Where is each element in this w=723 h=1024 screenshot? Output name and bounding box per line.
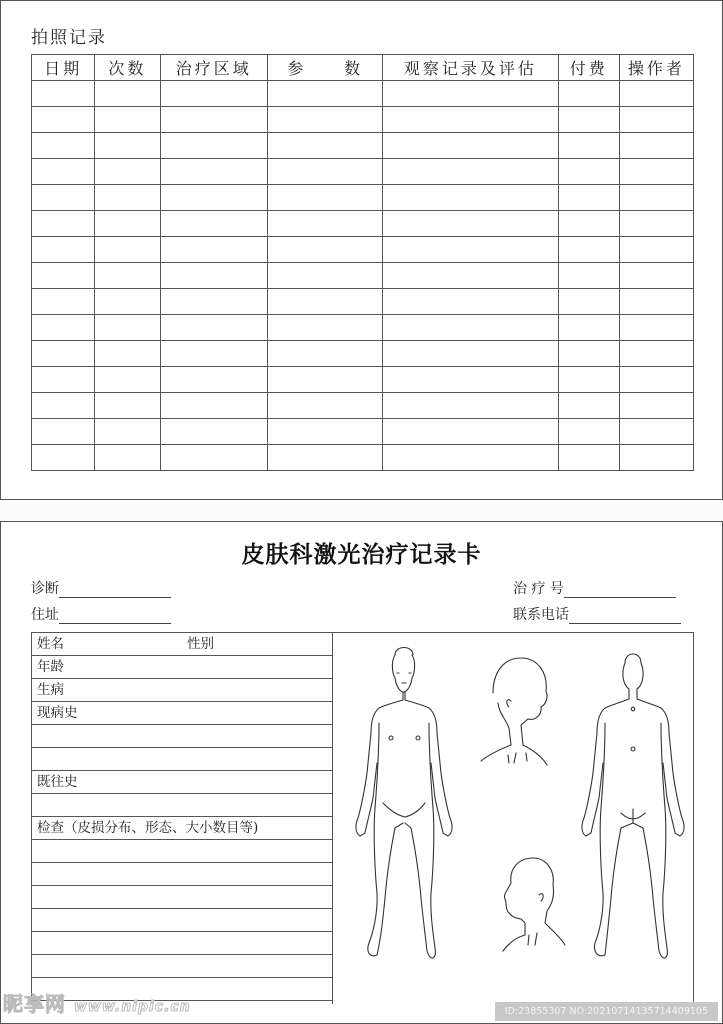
table-cell[interactable]: [95, 445, 160, 471]
table-cell[interactable]: [268, 237, 383, 263]
table-row: [32, 81, 694, 107]
table-row: [32, 133, 694, 159]
form-row[interactable]: [32, 886, 332, 909]
table-cell[interactable]: [558, 445, 619, 471]
table-row: [32, 237, 694, 263]
table-cell[interactable]: [160, 133, 268, 159]
diagnosis-label: 诊断: [31, 581, 59, 597]
table-cell[interactable]: [32, 211, 95, 237]
table-cell[interactable]: [619, 393, 693, 419]
table-cell[interactable]: [268, 81, 383, 107]
table-cell[interactable]: [95, 263, 160, 289]
table-cell[interactable]: [383, 211, 558, 237]
form-row[interactable]: [32, 725, 332, 748]
table-cell[interactable]: [558, 315, 619, 341]
phone-label: 联系电话: [513, 607, 569, 623]
table-row: [32, 445, 694, 471]
table-cell[interactable]: [268, 263, 383, 289]
table-cell[interactable]: [160, 341, 268, 367]
patient-info-column: [32, 633, 333, 1004]
table-cell[interactable]: [619, 445, 693, 471]
table-cell[interactable]: [383, 263, 558, 289]
table-cell[interactable]: [268, 211, 383, 237]
form-row-label: 现病史: [37, 705, 78, 721]
table-row: [32, 289, 694, 315]
table-row: [32, 159, 694, 185]
table-cell[interactable]: [32, 263, 95, 289]
site-watermark: 昵享网 www.nipic.cn: [3, 992, 191, 1016]
table-cell[interactable]: [383, 81, 558, 107]
table-cell[interactable]: [268, 367, 383, 393]
table-cell[interactable]: [558, 367, 619, 393]
column-header: 操作者: [619, 55, 693, 81]
table-cell[interactable]: [32, 419, 95, 445]
id-watermark: ID:23855307 NO:20210714135714409105: [495, 1002, 718, 1021]
table-cell[interactable]: [32, 107, 95, 133]
column-header: 次数: [95, 55, 160, 81]
table-cell[interactable]: [619, 315, 693, 341]
form-row[interactable]: [32, 679, 332, 702]
patient-form: [31, 632, 694, 1004]
head-right-profile: [481, 658, 547, 765]
table-cell[interactable]: [95, 393, 160, 419]
photo-record-card: [0, 0, 723, 500]
table-cell[interactable]: [558, 263, 619, 289]
table-cell[interactable]: [32, 367, 95, 393]
diagnosis-field[interactable]: [31, 578, 171, 598]
column-header: 观察记录及评估: [383, 55, 558, 81]
table-cell[interactable]: [95, 289, 160, 315]
table-cell[interactable]: [619, 341, 693, 367]
column-header: 付费: [558, 55, 619, 81]
treatment-no-field[interactable]: [513, 578, 676, 598]
table-cell[interactable]: [95, 159, 160, 185]
table-cell[interactable]: [558, 211, 619, 237]
table-cell[interactable]: [268, 315, 383, 341]
table-cell[interactable]: [268, 133, 383, 159]
table-cell[interactable]: [268, 185, 383, 211]
table-cell[interactable]: [558, 289, 619, 315]
table-cell[interactable]: [32, 289, 95, 315]
table-cell[interactable]: [95, 367, 160, 393]
photo-record-table: [31, 54, 694, 471]
table-cell[interactable]: [32, 341, 95, 367]
column-header: 参 数: [268, 55, 383, 81]
table-row: [32, 315, 694, 341]
table-cell[interactable]: [160, 289, 268, 315]
table-cell[interactable]: [383, 367, 558, 393]
table-cell[interactable]: [95, 419, 160, 445]
table-cell[interactable]: [558, 81, 619, 107]
table-cell[interactable]: [95, 81, 160, 107]
address-field[interactable]: [31, 604, 171, 624]
table-cell[interactable]: [383, 107, 558, 133]
form-row[interactable]: [32, 656, 332, 679]
table-row: [32, 367, 694, 393]
treatment-no-label: 治 疗 号: [513, 581, 564, 597]
table-cell[interactable]: [383, 445, 558, 471]
table-cell[interactable]: [619, 289, 693, 315]
table-cell[interactable]: [160, 263, 268, 289]
table-cell[interactable]: [268, 289, 383, 315]
table-cell[interactable]: [268, 445, 383, 471]
table-cell[interactable]: [32, 81, 95, 107]
table-cell[interactable]: [268, 159, 383, 185]
address-input-line[interactable]: [59, 609, 171, 624]
table-cell[interactable]: [32, 133, 95, 159]
table-cell[interactable]: [160, 81, 268, 107]
form-row[interactable]: [32, 817, 332, 840]
table-cell[interactable]: [383, 289, 558, 315]
table-row: [32, 263, 694, 289]
diagnosis-input-line[interactable]: [59, 583, 171, 598]
form-row-sub-label: 性别: [187, 636, 214, 652]
body-front-figure: [356, 648, 452, 959]
phone-field[interactable]: [513, 604, 681, 624]
form-row[interactable]: [32, 748, 332, 771]
form-row[interactable]: [32, 932, 332, 955]
table-cell[interactable]: [619, 263, 693, 289]
table-cell[interactable]: [268, 419, 383, 445]
table-cell[interactable]: [160, 237, 268, 263]
table-cell[interactable]: [383, 393, 558, 419]
table-header-row: [32, 55, 694, 81]
table-cell[interactable]: [32, 159, 95, 185]
table-cell[interactable]: [619, 159, 693, 185]
form-row[interactable]: [32, 955, 332, 978]
table-cell[interactable]: [160, 445, 268, 471]
table-cell[interactable]: [95, 185, 160, 211]
body-diagram-panel: [333, 633, 693, 1004]
table-cell[interactable]: [619, 107, 693, 133]
table-cell[interactable]: [558, 185, 619, 211]
table-row: [32, 341, 694, 367]
phone-input-line[interactable]: [569, 609, 681, 624]
table-row: [32, 393, 694, 419]
table-cell[interactable]: [619, 133, 693, 159]
body-back-figure: [582, 654, 684, 958]
table-cell[interactable]: [160, 159, 268, 185]
table-cell[interactable]: [383, 185, 558, 211]
table-row: [32, 419, 694, 445]
table-row: [32, 211, 694, 237]
table-cell[interactable]: [160, 419, 268, 445]
table-cell[interactable]: [32, 237, 95, 263]
form-row-label: 姓名: [37, 636, 64, 652]
form-row[interactable]: [32, 840, 332, 863]
table-cell[interactable]: [558, 133, 619, 159]
table-cell[interactable]: [383, 237, 558, 263]
table-cell[interactable]: [558, 159, 619, 185]
table-cell[interactable]: [32, 393, 95, 419]
table-cell[interactable]: [268, 107, 383, 133]
form-row[interactable]: [32, 771, 332, 794]
table-cell[interactable]: [619, 367, 693, 393]
table-cell[interactable]: [95, 237, 160, 263]
table-cell[interactable]: [558, 107, 619, 133]
table-row: [32, 107, 694, 133]
table-cell[interactable]: [558, 237, 619, 263]
table-cell[interactable]: [383, 159, 558, 185]
table-cell[interactable]: [95, 341, 160, 367]
table-cell[interactable]: [160, 211, 268, 237]
photo-record-title: 拍照记录: [31, 28, 107, 48]
table-cell[interactable]: [32, 445, 95, 471]
table-cell[interactable]: [558, 341, 619, 367]
table-cell[interactable]: [32, 185, 95, 211]
table-cell[interactable]: [160, 315, 268, 341]
table-cell[interactable]: [268, 393, 383, 419]
table-cell[interactable]: [383, 133, 558, 159]
form-row-label: 生病: [37, 682, 64, 698]
form-row-label: 检查（皮损分布、形态、大小数目等): [37, 820, 259, 836]
table-cell[interactable]: [619, 185, 693, 211]
table-cell[interactable]: [95, 107, 160, 133]
table-cell[interactable]: [558, 393, 619, 419]
form-row[interactable]: [32, 794, 332, 817]
head-left-profile: [503, 858, 565, 951]
table-cell[interactable]: [160, 107, 268, 133]
form-row[interactable]: [32, 909, 332, 932]
table-cell[interactable]: [619, 237, 693, 263]
column-header: 治疗区域: [160, 55, 268, 81]
table-cell[interactable]: [619, 419, 693, 445]
table-cell[interactable]: [95, 133, 160, 159]
table-row: [32, 185, 694, 211]
table-cell[interactable]: [619, 211, 693, 237]
form-row-label: 年龄: [37, 659, 64, 675]
address-label: 住址: [31, 607, 59, 623]
column-header: 日期: [32, 55, 95, 81]
table-cell[interactable]: [160, 393, 268, 419]
table-cell[interactable]: [383, 315, 558, 341]
table-cell[interactable]: [558, 419, 619, 445]
form-row[interactable]: [32, 633, 332, 656]
treatment-no-input-line[interactable]: [564, 583, 676, 598]
card-title: 皮肤科激光治疗记录卡: [241, 542, 482, 568]
table-cell[interactable]: [383, 419, 558, 445]
form-row-label: 既往史: [37, 774, 78, 790]
table-cell[interactable]: [95, 211, 160, 237]
table-cell[interactable]: [160, 367, 268, 393]
table-cell[interactable]: [268, 341, 383, 367]
treatment-card: [0, 521, 723, 1024]
form-row[interactable]: [32, 702, 332, 725]
table-cell[interactable]: [32, 315, 95, 341]
table-cell[interactable]: [160, 185, 268, 211]
form-row[interactable]: [32, 863, 332, 886]
table-cell[interactable]: [95, 315, 160, 341]
table-cell[interactable]: [619, 81, 693, 107]
table-cell[interactable]: [383, 341, 558, 367]
